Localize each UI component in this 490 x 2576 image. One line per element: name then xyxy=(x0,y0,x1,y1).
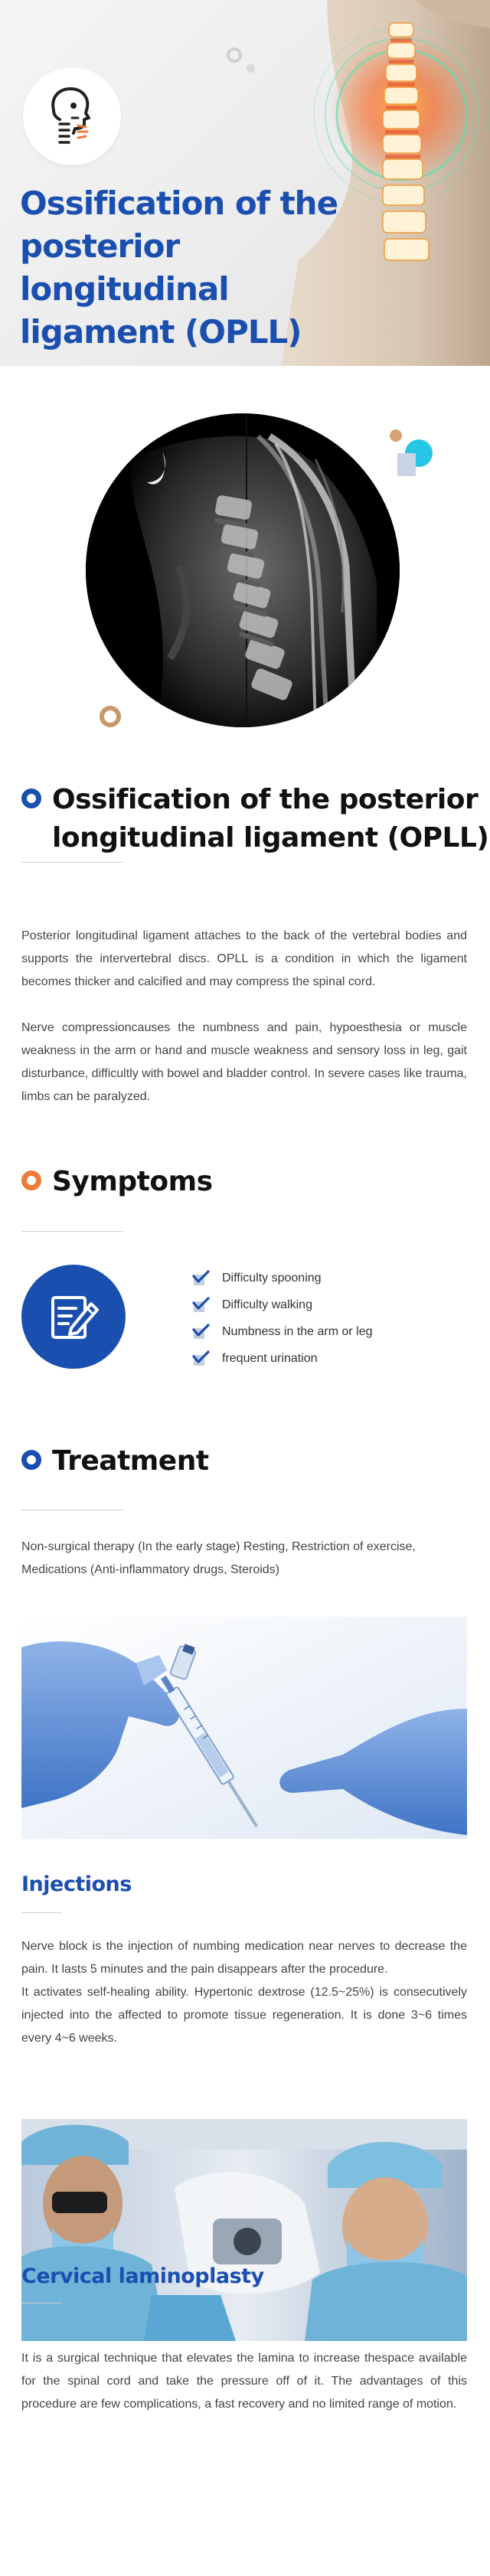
symptom-item xyxy=(191,1345,373,1372)
symptoms-header xyxy=(21,1163,213,1201)
injections-paragraph: Nerve block is the injection of numbing medication near nerves to decrease the pain. It lasts 5 minutes and the pain disappears after the procedure. xyxy=(21,1940,467,1976)
intro-title xyxy=(52,781,488,857)
hero-title-line: ligament (OPLL) xyxy=(20,313,302,351)
symptom-item xyxy=(191,1318,373,1345)
symptom-item xyxy=(191,1265,373,1291)
sub-divider xyxy=(21,1912,61,1913)
gloved-hands-syringe-image xyxy=(21,1617,467,1839)
symptoms-title: Symptoms xyxy=(52,1166,213,1197)
hero-banner xyxy=(0,0,490,366)
checkbox-check-icon xyxy=(191,1350,210,1368)
intro-paragraph: Nerve compressioncauses the numbness and pain, hypoesthesia or muscle weakness in the arm or hand and muscle weakness and sensory loss in leg, gait disturbance, difficultly with bowel and bladder control. In severe cases like trauma, limbs can be paralyzed. xyxy=(21,1021,467,1103)
pen-and-paper-icon xyxy=(45,1288,102,1345)
bullet-icon xyxy=(21,1170,41,1190)
laminoplasty-paragraph: It is a surgical technique that elevates the lamina to increase thespace available for the spinal cord and take the pressure off of it. The advantages of this procedure are few complications, a fast recovery and no limited range of motion. xyxy=(21,2352,467,2411)
section-divider xyxy=(21,1231,123,1232)
cervical-mri-image xyxy=(86,413,400,727)
symptoms-icon-badge xyxy=(21,1265,126,1369)
bullet-icon xyxy=(21,1450,41,1470)
hero-title-line: Ossification of the xyxy=(20,184,338,222)
symptoms-list xyxy=(191,1265,373,1372)
decorative-ring xyxy=(100,706,121,727)
treatment-summary-line: Non-surgical therapy (In the early stage) Resting, Restriction of exercise, xyxy=(21,1540,416,1553)
injections-body xyxy=(21,1935,467,2050)
treatment-title: Treatment xyxy=(52,1445,209,1477)
treatment-summary-line: Medications (Anti-inflammatory drugs, Steroids) xyxy=(21,1563,280,1576)
symptom-label: Difficulty walking xyxy=(222,1298,312,1311)
hero-title-line: posterior longitudinal xyxy=(20,227,229,308)
checkbox-check-icon xyxy=(191,1323,210,1341)
intro-header xyxy=(21,781,488,857)
symptom-label: Numbness in the arm or leg xyxy=(222,1324,373,1338)
symptom-label: frequent urination xyxy=(222,1351,318,1365)
treatment-header xyxy=(21,1442,209,1481)
intro-body xyxy=(21,925,467,1131)
decorative-square xyxy=(397,453,416,476)
decorative-dot xyxy=(390,429,402,442)
decorative-dot xyxy=(227,47,242,63)
laminoplasty-body xyxy=(21,2347,467,2416)
surgeons-microscope-image xyxy=(21,2119,467,2341)
intro-paragraph: Posterior longitudinal ligament attaches to the back of the vertebral bodies and supports the intervertebral discs. OPLL is a condition in which the ligament becomes thicker and calcified and may compress the spinal cord. xyxy=(21,929,467,988)
checkbox-check-icon xyxy=(191,1296,210,1314)
injections-paragraph: It activates self-healing ability. Hypertonic dextrose (12.5~25%) is consecutively injected into the affected to promote tissue regeneration. It is done 3~6 times every 4~6 weeks. xyxy=(21,1986,467,2045)
injections-title: Injections xyxy=(21,1872,132,1896)
treatment-summary xyxy=(21,1536,467,1582)
hero-title xyxy=(20,182,380,354)
intro-title-line: longitudinal ligament (OPLL) xyxy=(52,822,489,854)
hero-icon-badge xyxy=(23,67,121,165)
symptom-item xyxy=(191,1291,373,1318)
intro-title-line: Ossification of the posterior xyxy=(52,784,479,815)
laminoplasty-title: Cervical laminoplasty xyxy=(21,2264,264,2288)
bullet-icon xyxy=(21,788,41,808)
section-divider xyxy=(21,862,123,863)
skull-spine-icon xyxy=(43,84,101,149)
checkbox-check-icon xyxy=(191,1269,210,1288)
symptom-label: Difficulty spooning xyxy=(222,1271,322,1285)
decorative-dot xyxy=(247,64,255,73)
